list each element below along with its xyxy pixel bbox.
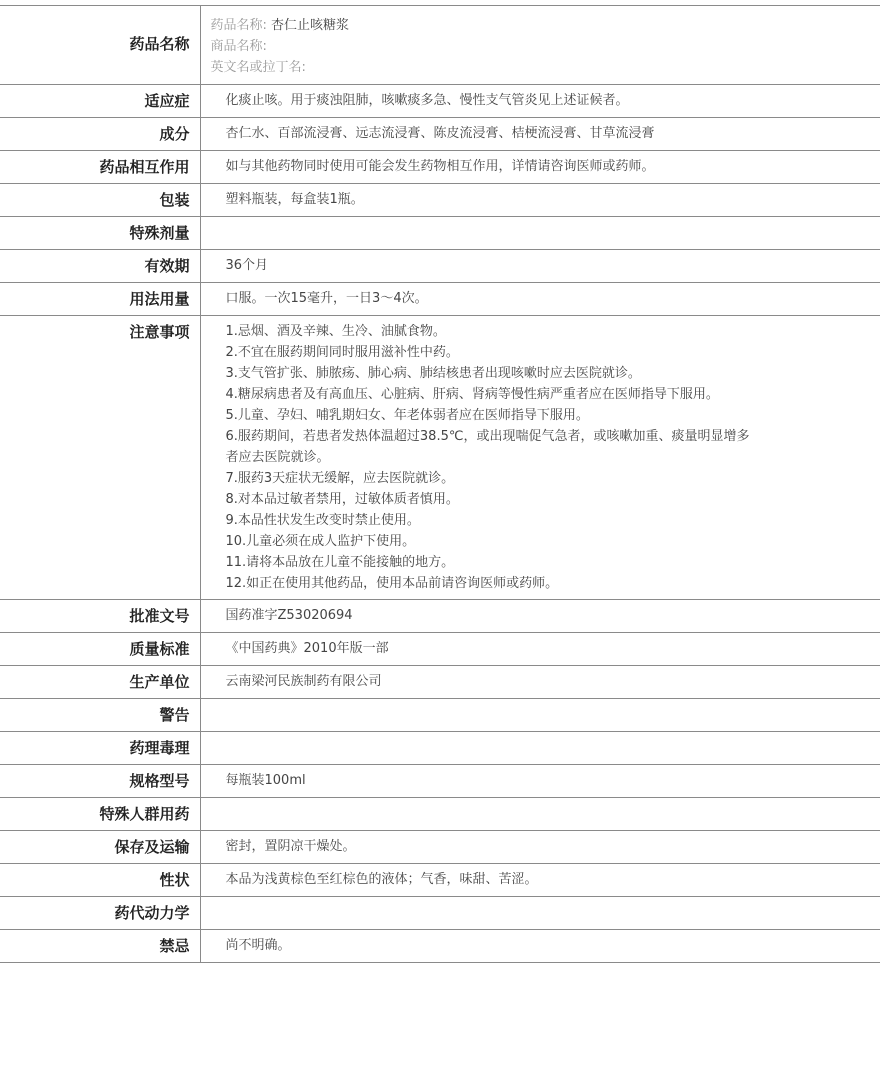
approval-number-value: 国药准字Z53020694 [200, 600, 880, 633]
precaution-item: 10.儿童必须在成人监护下使用。 [225, 534, 416, 549]
row-shelf-life [0, 250, 880, 283]
row-manufacturer [0, 666, 880, 699]
drug-name-block [200, 6, 880, 85]
properties-label: 性状 [0, 864, 200, 897]
pharmacokinetics-value [200, 897, 880, 930]
precaution-item: 7.服药3天症状无缓解，应去医院就诊。 [225, 471, 455, 486]
special-populations-label: 特殊人群用药 [0, 798, 200, 831]
row-properties [0, 864, 880, 897]
storage-value: 密封，置阴凉干燥处。 [200, 831, 880, 864]
quality-standard-value: 《中国药典》2010年版一部 [200, 633, 880, 666]
storage-label: 保存及运输 [0, 831, 200, 864]
warning-value [200, 699, 880, 732]
approval-number-label: 批准文号 [0, 600, 200, 633]
row-quality-standard [0, 633, 880, 666]
precaution-item: 3.支气管扩张、肺脓疡、肺心病、肺结核患者出现咳嗽时应去医院就诊。 [225, 366, 641, 381]
interactions-value: 如与其他药物同时使用可能会发生药物相互作用，详情请咨询医师或药师。 [200, 151, 880, 184]
indications-value: 化痰止咳。用于痰浊阻肺，咳嗽痰多急、慢性支气管炎见上述证候者。 [200, 85, 880, 118]
ingredients-value: 杏仁水、百部流浸膏、远志流浸膏、陈皮流浸膏、桔梗流浸膏、甘草流浸膏 [200, 118, 880, 151]
specification-label: 规格型号 [0, 765, 200, 798]
contraindications-value: 尚不明确。 [200, 930, 880, 963]
drug-name-key: 药品名称: [210, 18, 267, 33]
quality-standard-label: 质量标准 [0, 633, 200, 666]
row-toxicology [0, 732, 880, 765]
packaging-label: 包装 [0, 184, 200, 217]
usage-label: 用法用量 [0, 283, 200, 316]
row-drug-name [0, 6, 880, 85]
row-special-dosage [0, 217, 880, 250]
interactions-label: 药品相互作用 [0, 151, 200, 184]
trade-name-line [211, 36, 880, 57]
row-special-populations [0, 798, 880, 831]
row-precautions [0, 316, 880, 600]
row-warning [0, 699, 880, 732]
row-packaging [0, 184, 880, 217]
special-dosage-label: 特殊剂量 [0, 217, 200, 250]
row-interactions [0, 151, 880, 184]
row-usage [0, 283, 880, 316]
precaution-item: 8.对本品过敏者禁用，过敏体质者慎用。 [225, 492, 459, 507]
precaution-item: 12.如正在使用其他药品，使用本品前请咨询医师或药师。 [225, 576, 559, 591]
row-specification [0, 765, 880, 798]
precaution-item: 6.服药期间，若患者发热体温超过38.5℃，或出现喘促气急者，或咳嗽加重、痰量明显增多者应去医院就诊。 [225, 429, 750, 465]
manufacturer-label: 生产单位 [0, 666, 200, 699]
row-pharmacokinetics [0, 897, 880, 930]
special-dosage-value [200, 217, 880, 250]
precautions-label: 注意事项 [0, 316, 200, 600]
row-contraindications [0, 930, 880, 963]
toxicology-value [200, 732, 880, 765]
contraindications-label: 禁忌 [0, 930, 200, 963]
warning-label: 警告 [0, 699, 200, 732]
properties-value: 本品为浅黄棕色至红棕色的液体；气香，味甜、苦涩。 [200, 864, 880, 897]
manufacturer-value: 云南梁河民族制药有限公司 [200, 666, 880, 699]
drug-name-value: 杏仁止咳糖浆 [271, 18, 350, 33]
row-approval-number [0, 600, 880, 633]
drug-name-label: 药品名称 [0, 6, 200, 85]
latin-name-key: 英文名或拉丁名: [210, 60, 306, 75]
row-indications [0, 85, 880, 118]
ingredients-label: 成分 [0, 118, 200, 151]
pharmacokinetics-label: 药代动力学 [0, 897, 200, 930]
indications-label: 适应症 [0, 85, 200, 118]
precaution-item: 2.不宜在服药期间同时服用滋补性中药。 [225, 345, 459, 360]
packaging-value: 塑料瓶装，每盒装1瓶。 [200, 184, 880, 217]
special-populations-value [200, 798, 880, 831]
row-ingredients [0, 118, 880, 151]
specification-value: 每瓶装100ml [200, 765, 880, 798]
drug-spec-table [0, 5, 880, 963]
precaution-item: 1.忌烟、酒及辛辣、生冷、油腻食物。 [225, 324, 446, 339]
precautions-list [226, 316, 880, 599]
precaution-item: 11.请将本品放在儿童不能接触的地方。 [225, 555, 455, 570]
shelf-life-value: 36个月 [200, 250, 880, 283]
precaution-item: 5.儿童、孕妇、哺乳期妇女、年老体弱者应在医师指导下服用。 [225, 408, 589, 423]
precautions-value [200, 316, 880, 600]
latin-name-line [211, 57, 880, 78]
trade-name-key: 商品名称: [210, 39, 267, 54]
precaution-item: 9.本品性状发生改变时禁止使用。 [225, 513, 420, 528]
row-storage [0, 831, 880, 864]
shelf-life-label: 有效期 [0, 250, 200, 283]
drug-name-line [211, 15, 880, 36]
precaution-item: 4.糖尿病患者及有高血压、心脏病、肝病、肾病等慢性病严重者应在医师指导下服用。 [225, 387, 719, 402]
toxicology-label: 药理毒理 [0, 732, 200, 765]
usage-value: 口服。一次15毫升，一日3～4次。 [200, 283, 880, 316]
